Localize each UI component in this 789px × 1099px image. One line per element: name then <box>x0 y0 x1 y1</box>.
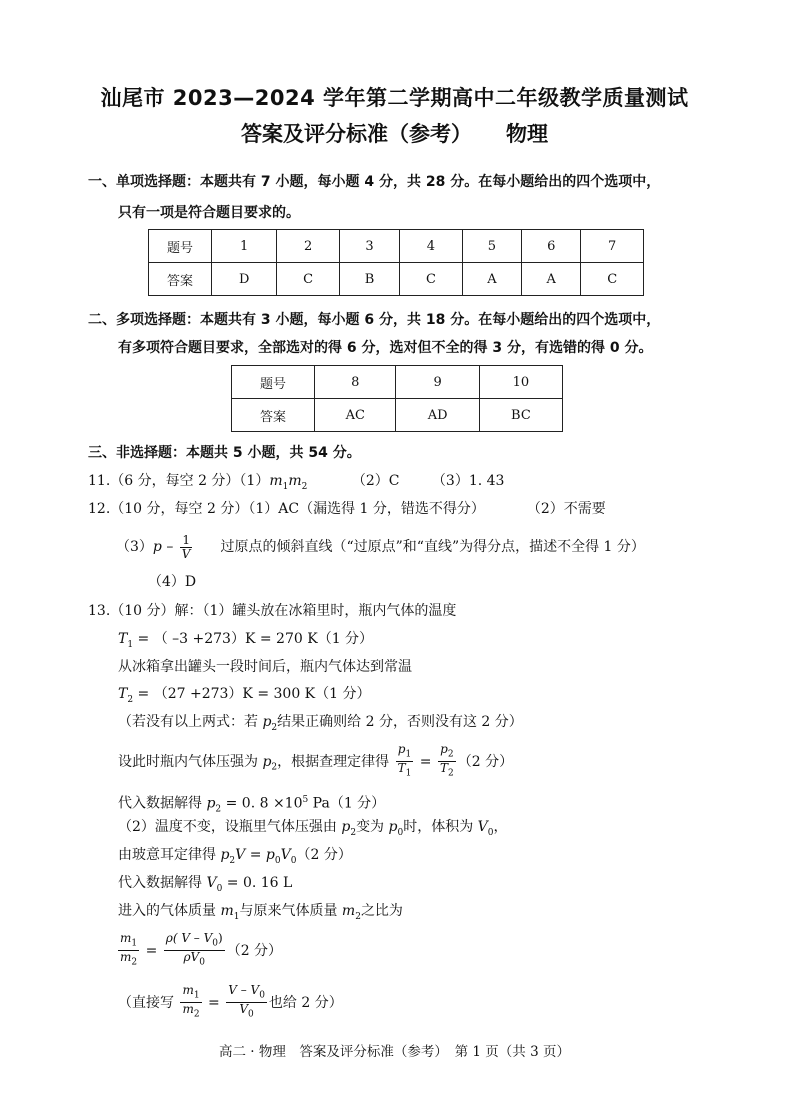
charles-law-fraction-right <box>438 743 456 781</box>
q12-symbol: p <box>152 539 162 555</box>
text: 由玻意耳定律得 <box>118 847 221 863</box>
section2-heading-line2: 有多项符合题目要求，全部选对的得 6 分，选对但不全的得 3 分，有选错的得 0 分。 <box>118 340 653 356</box>
section1-heading-line2: 只有一项是符合题目要求的。 <box>118 205 300 221</box>
score-note: （2 分） <box>457 753 514 770</box>
equals: = <box>415 753 436 770</box>
symbol: T <box>118 686 128 702</box>
section1-heading-line1: 一、单项选择题：本题共有 7 小题，每小题 4 分，共 28 分。在每小题给出的四个选项中， <box>88 174 661 190</box>
answer-cell: C <box>400 263 463 296</box>
question-11 <box>88 471 504 497</box>
text: 进入的气体质量 <box>118 903 221 919</box>
symbol: p <box>341 819 351 835</box>
q13-line12 <box>116 932 282 970</box>
q12-dash: – <box>161 539 178 555</box>
text: 代入数据解得 <box>118 875 207 891</box>
q11-symbol: m <box>288 473 302 489</box>
symbol: p <box>440 742 448 756</box>
symbol: m <box>341 903 356 919</box>
page-footer: 高二 · 物理 答案及评分标准（参考） 第 1 页（共 3 页） <box>219 1044 570 1060</box>
text: ， <box>493 819 508 835</box>
question-12-line2 <box>116 533 645 561</box>
fraction-denominator <box>182 951 207 969</box>
subscript: 1 <box>405 768 412 779</box>
subscript: 1 <box>405 749 412 760</box>
symbol: m <box>120 931 132 945</box>
fraction-numerator <box>180 984 201 1003</box>
text: 之比为 <box>360 903 403 919</box>
fraction-numerator <box>438 743 455 762</box>
equation-text: = （27 +273）K = 300 K（1 分） <box>133 686 371 702</box>
subscript: 2 <box>350 827 357 838</box>
equals: = <box>141 942 162 959</box>
answer-cell: B <box>339 263 399 296</box>
fraction-denominator <box>180 1003 201 1021</box>
text: 也给 2 分） <box>268 994 343 1011</box>
question-number: 10 <box>479 366 562 399</box>
section2-heading-line1: 二、多项选择题：本题共有 3 小题，每小题 6 分，共 18 分。在每小题给出的四个选项中， <box>88 312 661 328</box>
symbol: ρ( V – V <box>165 931 213 945</box>
subscript: 2 <box>215 804 222 815</box>
fraction-denominator: V <box>181 546 191 561</box>
table-row <box>232 366 563 399</box>
equation-text: = 0. 16 L <box>222 875 293 891</box>
q13-line9 <box>118 845 352 871</box>
answer-cell: C <box>581 263 644 296</box>
symbol: T <box>397 761 406 776</box>
q13-line4 <box>118 684 371 710</box>
fraction-denominator <box>396 762 414 780</box>
mass-ratio-fraction <box>118 932 139 970</box>
subscript: 2 <box>271 722 278 733</box>
question-number: 9 <box>396 366 479 399</box>
density-ratio-fraction <box>164 932 225 970</box>
section3-heading: 三、非选择题：本题共 5 小题，共 54 分。 <box>88 445 361 461</box>
subscript: 2 <box>355 911 361 922</box>
subscript: 0 <box>397 827 404 838</box>
subtitle-subject: 物理 <box>506 122 548 146</box>
q12-part3-text: 过原点的倾斜直线（“过原点”和“直线”为得分点，描述不全得 1 分） <box>220 539 645 555</box>
symbol: p <box>388 819 398 835</box>
fraction-numerator <box>396 743 413 762</box>
fraction-denominator <box>438 762 456 780</box>
question-number: 8 <box>315 366 396 399</box>
fraction-denominator <box>118 951 139 969</box>
equals: = <box>245 847 266 863</box>
section2-answer-table <box>231 365 563 432</box>
text: 时，体积为 <box>403 819 478 835</box>
subscript: 2 <box>131 957 138 968</box>
symbol: V <box>235 847 246 863</box>
q13-line13 <box>118 984 343 1022</box>
table-row-label: 答案 <box>232 399 315 432</box>
symbol: V <box>239 1002 249 1017</box>
q11-part2: （2）C <box>351 473 400 489</box>
symbol: p <box>397 742 406 756</box>
fraction-numerator <box>226 984 267 1003</box>
symbol: m <box>120 950 132 965</box>
subscript: 0 <box>199 957 205 968</box>
answer-cell: A <box>462 263 521 296</box>
subscript: 1 <box>131 938 138 949</box>
subscript: 2 <box>448 768 454 779</box>
table-row <box>149 230 644 263</box>
subscript: 2 <box>271 762 278 773</box>
fraction-numerator <box>118 932 139 951</box>
q13-line2 <box>118 629 373 655</box>
q11-prefix: 11.（6 分，每空 2 分）（1） <box>88 473 270 489</box>
answer-cell: AD <box>396 399 479 432</box>
fraction-numerator <box>164 932 225 951</box>
question-number: 2 <box>277 230 340 263</box>
symbol: m <box>220 903 234 919</box>
symbol: p <box>265 847 275 863</box>
symbol: ρV <box>183 950 200 965</box>
text: 变为 <box>356 819 389 835</box>
table-row-label: 答案 <box>149 263 212 296</box>
q13-line11 <box>118 901 403 927</box>
q11-sub: 2 <box>301 481 308 492</box>
symbol: m <box>182 983 194 997</box>
question-number: 1 <box>212 230 277 263</box>
symbol: V – V <box>228 983 260 997</box>
q13-line6 <box>118 743 513 783</box>
q11-part3: （3）1. 43 <box>431 473 505 489</box>
symbol: V <box>477 819 488 835</box>
answer-cell: A <box>522 263 581 296</box>
question-number: 3 <box>339 230 399 263</box>
symbol: V <box>206 875 217 891</box>
q13-line5 <box>118 712 523 738</box>
subscript: 0 <box>248 1009 254 1020</box>
text: （若没有以上两式：若 <box>118 714 263 730</box>
equation-text: = （ –3 +273）K = 270 K（1 分） <box>133 631 374 647</box>
subscript: 0 <box>212 938 219 949</box>
q12-part2: （2）不需要 <box>526 501 606 517</box>
symbol: T <box>118 631 128 647</box>
q13-line1: 13.（10 分）解：（1）罐头放在冰箱里时，瓶内气体的温度 <box>88 603 457 619</box>
symbol: V <box>280 847 291 863</box>
symbol: p <box>220 847 230 863</box>
q11-symbol: m <box>269 473 283 489</box>
q13-line7 <box>118 790 385 819</box>
question-12-line3: （4）D <box>148 574 197 590</box>
q11-sub: 1 <box>282 481 289 492</box>
symbol: p <box>262 753 272 770</box>
subscript: 2 <box>127 694 134 705</box>
text: 代入数据解得 <box>118 795 207 812</box>
q13-line3: 从冰箱拿出罐头一段时间后，瓶内气体达到常温 <box>118 659 412 675</box>
answer-cell: AC <box>315 399 396 432</box>
text: （2）温度不变，设瓶里气体压强由 <box>118 819 342 835</box>
answer-cell: D <box>212 263 277 296</box>
page-title: 汕尾市 2023—2024 学年第二学期高中二年级教学质量测试 <box>100 86 689 110</box>
fraction-denominator <box>237 1003 255 1021</box>
charles-law-fraction-left <box>396 743 414 781</box>
table-row-label: 题号 <box>149 230 212 263</box>
equals: = <box>203 994 225 1011</box>
subscript: 0 <box>487 827 494 838</box>
text: 结果正确则给 2 分，否则没有这 2 分） <box>277 714 523 730</box>
subtitle-answer-key: 答案及评分标准（参考） <box>241 122 472 146</box>
page-subtitle <box>0 118 789 148</box>
subscript: 0 <box>274 855 281 866</box>
text: 设此时瓶内气体压强为 <box>118 753 263 770</box>
superscript: 5 <box>302 795 309 805</box>
table-row-label: 题号 <box>232 366 315 399</box>
subscript: 2 <box>193 1009 200 1020</box>
subscript: 2 <box>229 855 236 866</box>
score-note: （2 分） <box>226 942 283 959</box>
subscript: 2 <box>447 749 454 760</box>
subscript: 1 <box>127 639 134 650</box>
text: ，根据查理定律得 <box>277 753 394 770</box>
q12-part3-label: （3） <box>116 539 153 555</box>
answer-cell: C <box>277 263 340 296</box>
answer-cell: BC <box>479 399 562 432</box>
subscript: 1 <box>193 990 200 1001</box>
volume-ratio-fraction <box>226 984 267 1022</box>
section1-answer-table <box>148 229 644 296</box>
table-row <box>232 399 563 432</box>
fraction-numerator: 1 <box>182 532 190 547</box>
paren: ) <box>218 931 223 945</box>
equation-text: = 0. 8 ×10 <box>221 795 303 812</box>
text: （直接写 <box>118 994 179 1011</box>
symbol: m <box>182 1002 194 1017</box>
text: 与原来气体质量 <box>239 903 342 919</box>
q13-line10 <box>118 873 292 899</box>
symbol: p <box>206 795 216 812</box>
subscript: 0 <box>216 883 223 894</box>
question-number: 5 <box>462 230 521 263</box>
subscript: 1 <box>233 911 240 922</box>
subscript: 0 <box>259 990 265 1001</box>
question-number: 7 <box>581 230 644 263</box>
mass-ratio-fraction <box>180 984 201 1022</box>
q12-part1: 12.（10 分，每空 2 分）（1）AC（漏选得 1 分，错选不得分） <box>88 501 485 517</box>
question-number: 4 <box>400 230 463 263</box>
subscript: 0 <box>290 855 297 866</box>
question-12-line1 <box>88 499 606 519</box>
score-note: （2 分） <box>296 847 352 863</box>
equation-text: Pa（1 分） <box>308 795 386 812</box>
q13-line8 <box>118 817 508 843</box>
table-row <box>149 263 644 296</box>
question-number: 6 <box>522 230 581 263</box>
symbol: T <box>440 761 449 776</box>
q12-fraction <box>180 534 193 561</box>
symbol: p <box>262 714 272 730</box>
